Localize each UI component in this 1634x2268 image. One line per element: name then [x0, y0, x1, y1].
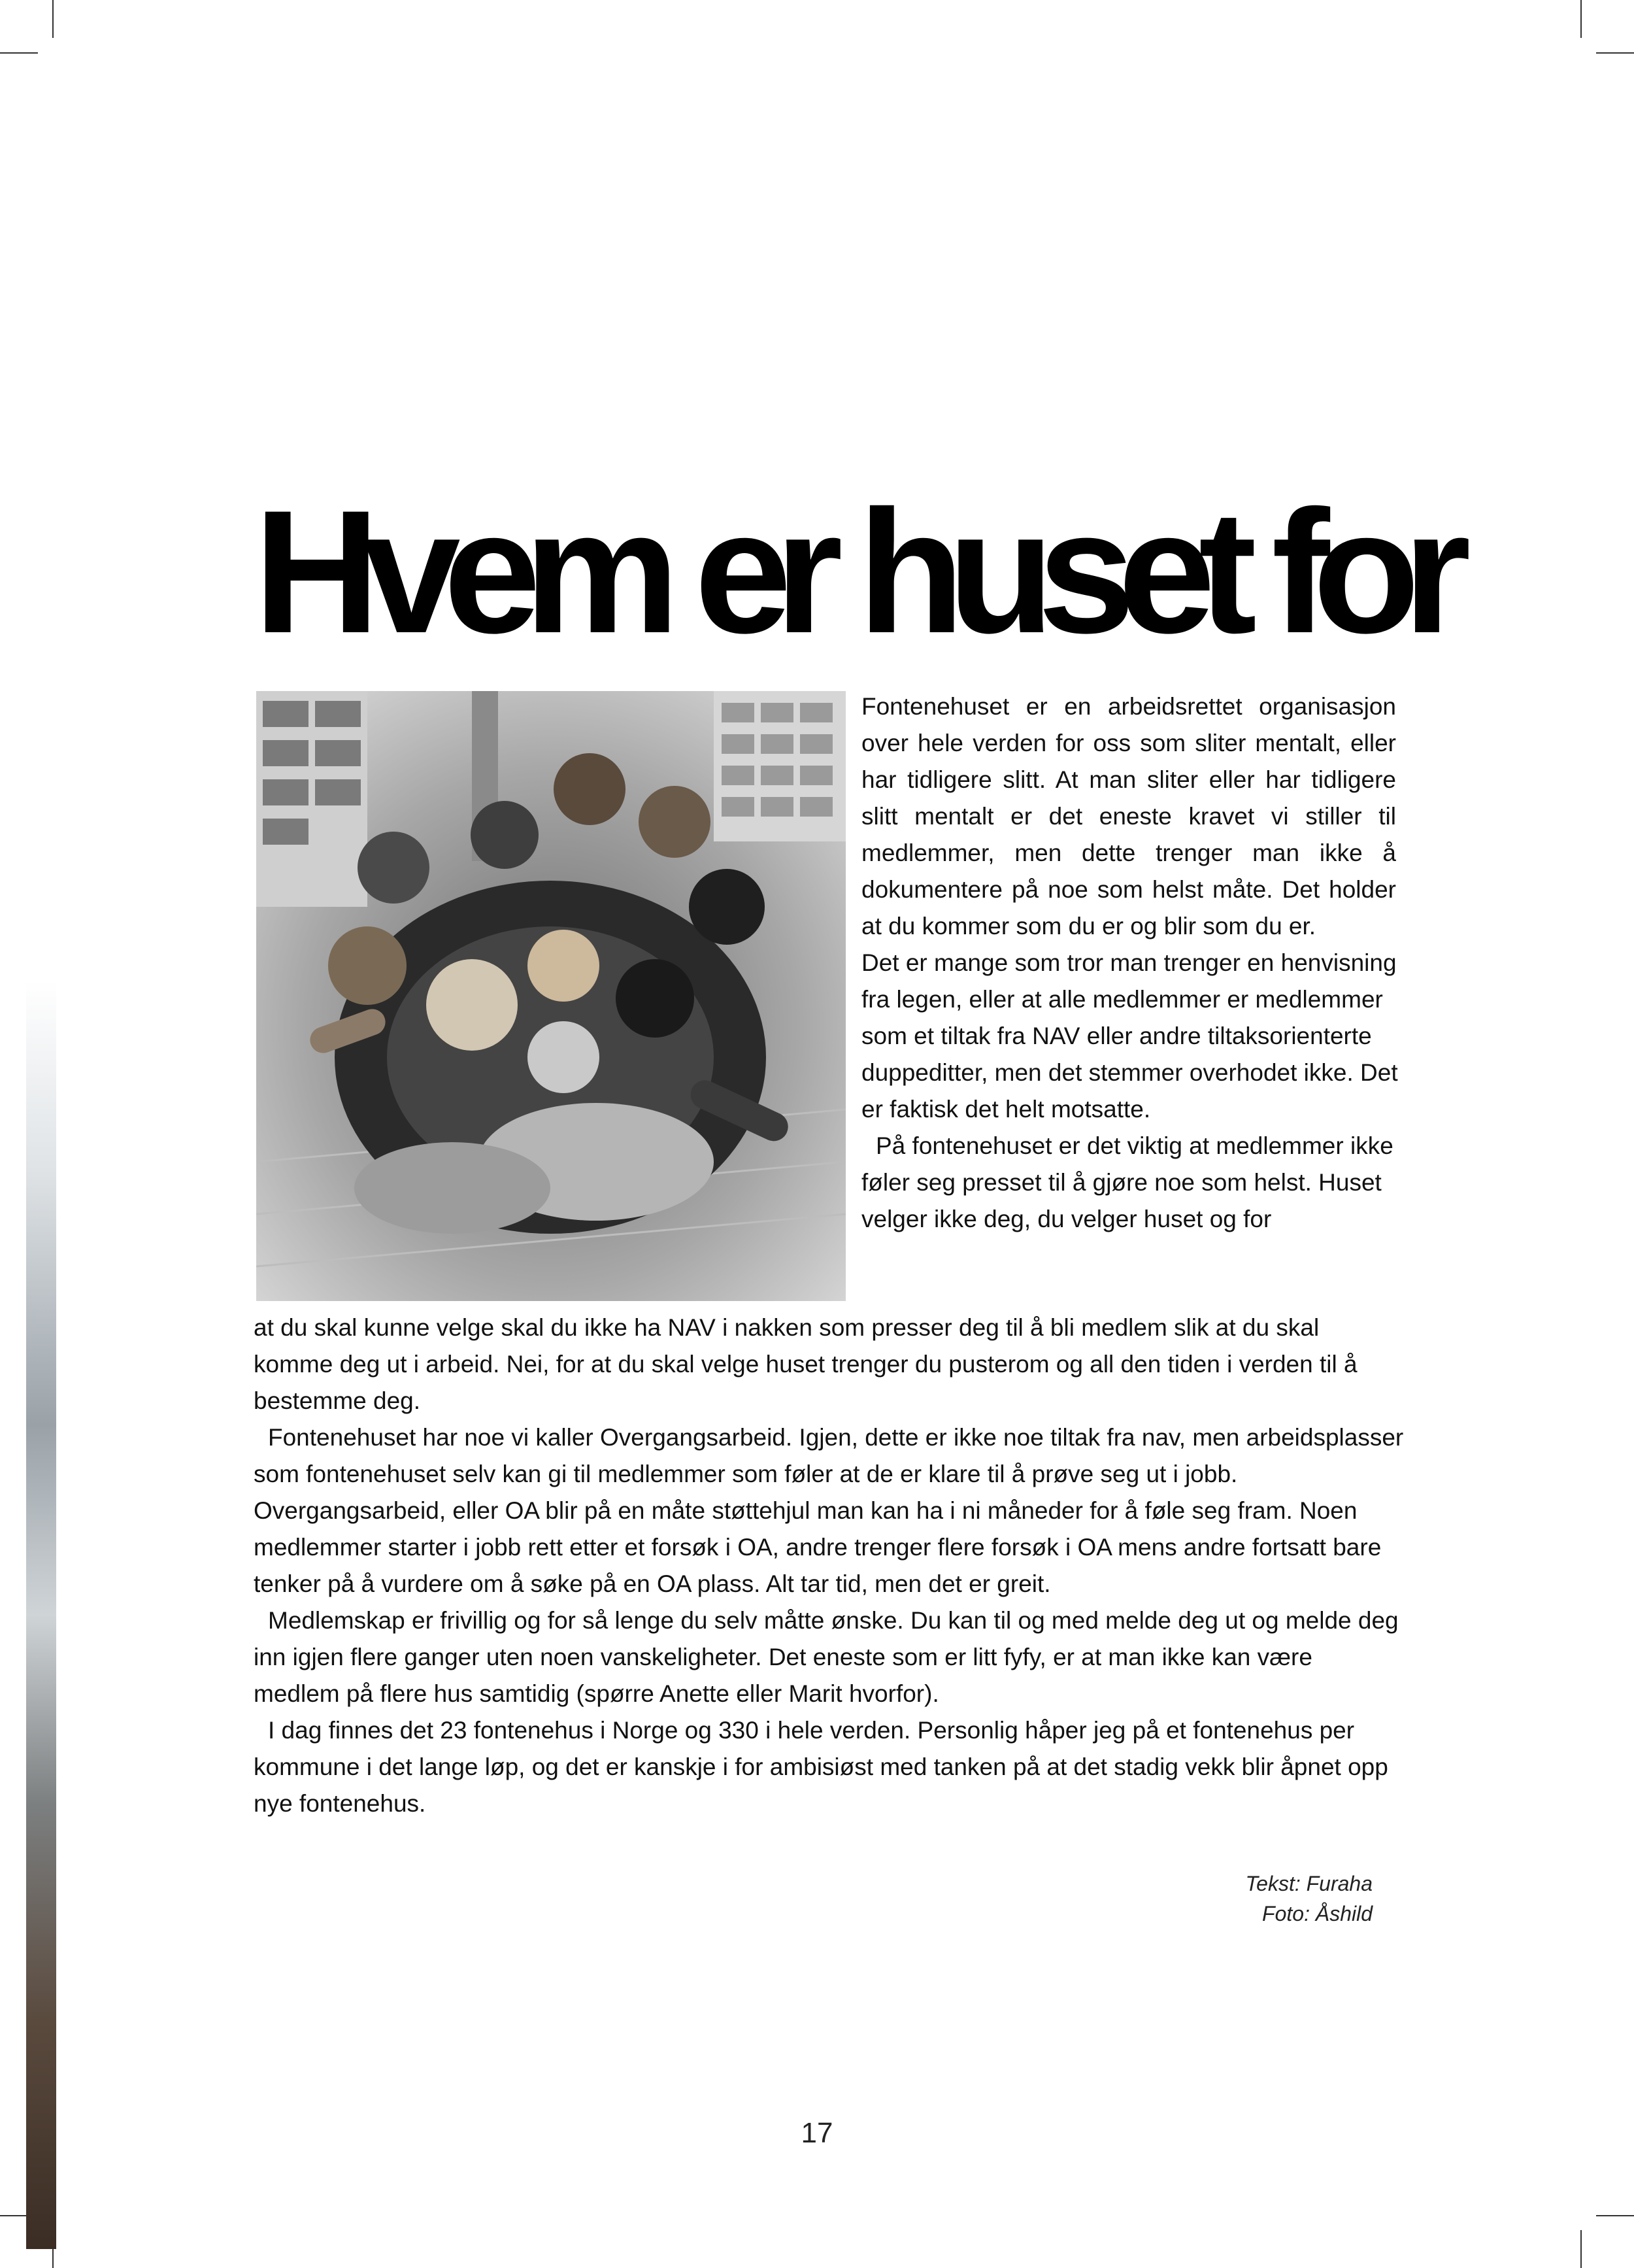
adjacent-page-bleed: [26, 981, 56, 2249]
lead-paragraph-3: På fontenehuset er det viktig at medlemmer ikke føler seg presset til å gjøre noe som helst. Huset velger ikke deg, du velger huset og for: [861, 1132, 1393, 1232]
crop-mark-top-right-vertical: [1580, 0, 1582, 38]
article-title: Hvem er huset for: [254, 473, 1454, 669]
lead-column: [861, 688, 1397, 1238]
body-text: [254, 1310, 1404, 1822]
text-credit: Tekst: Furaha: [1245, 1872, 1373, 1895]
crop-mark-top-left-vertical: [52, 0, 54, 38]
page-number: 17: [801, 2117, 833, 2149]
credits: [1246, 1869, 1373, 1929]
lead-paragraph-1: Fontenehuset er en arbeidsrettet organisasjon over hele verden for oss som sliter mentalt, eller har tidligere slitt. At man sliter eller har tidligere slitt mentalt er det eneste kravet vi stiller til medlemmer, men dette trenger man ikke å dokumentere på noe som helst måte. Det holder at du kommer som du er og blir som du er.: [861, 693, 1396, 939]
crop-mark-bottom-right-vertical: [1580, 2230, 1582, 2268]
group-photo-illustration: [256, 691, 846, 1301]
group-hug-photo: [256, 691, 846, 1301]
body-paragraph-4: I dag finnes det 23 fontenehus i Norge og 330 i hele verden. Personlig håper jeg på et fontenehus per kommune i det lange løp, og det er kanskje i for ambisiøst med tanken på at det stadig vekk blir åpnet opp nye fontenehus.: [254, 1717, 1388, 1817]
body-paragraph-1: at du skal kunne velge skal du ikke ha NAV i nakken som presser deg til å bli medlem slik at du skal komme deg ut i arbeid. Nei, for at du skal velge huset trenger du pusterom og all den tiden i verden til å bestemme deg.: [254, 1314, 1358, 1414]
body-paragraph-2: Fontenehuset har noe vi kaller Overgangsarbeid. Igjen, dette er ikke noe tiltak fra nav, men arbeidsplasser som fontenehuset selv kan gi til medlemmer som føler at de er klare til å prøve seg ut i jobb. Overgangsarbeid, eller OA blir på en måte støttehjul man kan ha i ni måneder for å føle seg fram. Noen medlemmer starter i jobb rett etter et forsøk i OA, andre trenger flere forsøk i OA mens andre fortsatt bare tenker på å vurdere om å søke på en OA plass. Alt tar tid, men det er greit.: [254, 1424, 1404, 1597]
photo-credit: Foto: Åshild: [1262, 1902, 1373, 1925]
crop-mark-top-right-horizontal: [1596, 52, 1634, 54]
crop-mark-top-left-horizontal: [0, 52, 38, 54]
body-paragraph-3: Medlemskap er frivillig og for så lenge du selv måtte ønske. Du kan til og med melde deg ut og melde deg inn igjen flere ganger uten noen vanskeligheter. Det eneste som er litt fyfy, er at man ikke kan være medlem på flere hus samtidig (spørre Anette eller Marit hvorfor).: [254, 1607, 1399, 1707]
lead-paragraph-2: Det er mange som tror man trenger en henvisning fra legen, eller at alle medlemmer er medlemmer som et tiltak fra NAV eller andre tiltaksorienterte duppeditter, men det stemmer overhodet ikke. Det er faktisk det helt motsatte.: [861, 949, 1398, 1123]
crop-mark-bottom-right-horizontal: [1596, 2215, 1634, 2216]
